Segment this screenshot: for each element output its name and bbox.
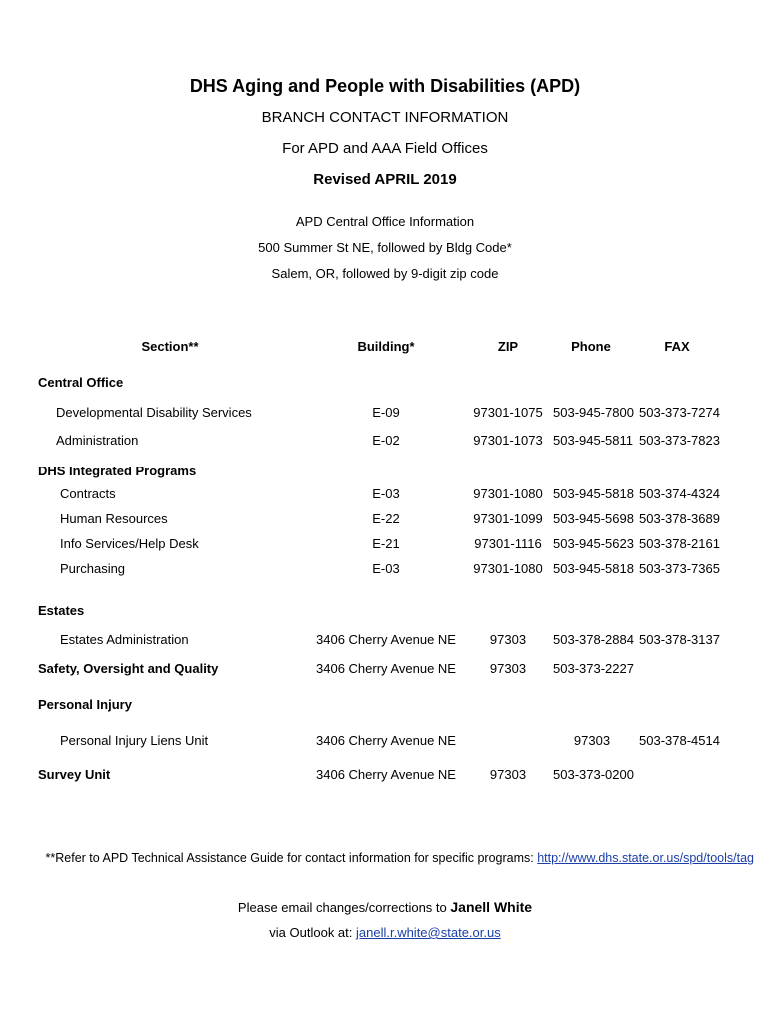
column-header-zip: ZIP [497,339,519,354]
row-building: 3406 Cherry Avenue NE [316,767,456,782]
row-building: 3406 Cherry Avenue NE [316,733,456,748]
row-phone: 97303 [573,733,611,748]
group-heading-integrated: DHS Integrated Programs [38,467,197,478]
contact-name: Janell White [450,899,533,915]
page-subtitle: BRANCH CONTACT INFORMATION [261,109,509,126]
row-phone: 503-945-5811 [553,433,633,448]
row-building: E-22 [372,511,400,526]
footer-via-text: via Outlook at: [269,925,356,940]
row-section: Estates Administration [60,632,189,647]
central-info-line: APD Central Office Information [295,214,475,229]
central-info-line: Salem, OR, followed by 9-digit zip code [271,266,499,281]
central-info-line: 500 Summer St NE, followed by Bldg Code* [258,240,512,255]
column-header-phone: Phone [571,339,611,354]
row-zip: 97303 [489,661,527,676]
row-phone: 503-945-5818 [553,486,634,501]
row-section: Personal Injury Liens Unit [60,733,209,748]
row-building: E-03 [372,561,400,576]
footer-refer-text: **Refer to APD Technical Assistance Guide for contact information for specific programs: [45,851,538,865]
row-zip: 97303 [489,767,527,782]
row-phone: 503-945-5698 [553,511,634,526]
column-header-fax: FAX [664,339,690,354]
row-building: E-02 [372,433,400,448]
footer-via-line [0,925,770,940]
row-phone: 503-945-5818 [553,561,634,576]
row-fax: 503-378-2161 [639,536,720,551]
page-title: DHS Aging and People with Disabilities (APD) [189,76,581,96]
row-section: Administration [56,433,139,448]
row-section: Info Services/Help Desk [60,536,199,551]
page-subtitle-2: For APD and AAA Field Offices [282,140,488,157]
row-building: 3406 Cherry Avenue NE [316,632,456,647]
email-link[interactable]: janell.r.white@state.or.us [356,925,501,940]
group-heading-personal-injury: Personal Injury [38,697,132,712]
row-zip: 97301-1080 [473,561,543,576]
row-zip: 97301-1075 [473,405,543,420]
row-zip: 97301-1073 [473,433,543,448]
row-fax: 503-378-4514 [639,733,720,748]
row-building: E-21 [372,536,400,551]
row-section: Survey Unit [38,767,111,782]
row-phone: 503-373-2227 [553,661,634,676]
column-header-building: Building* [357,339,415,354]
row-zip: 97301-1116 [474,536,542,551]
row-building: 3406 Cherry Avenue NE [316,661,456,676]
row-phone: 503-378-2884 [553,632,634,647]
row-fax: 503-374-4324 [639,486,720,501]
row-phone: 503-373-0200 [553,767,634,782]
footer-email-text: Please email changes/corrections to [237,900,451,915]
tag-link[interactable]: http://www.dhs.state.or.us/spd/tools/tag [537,851,754,865]
row-section: Contracts [60,486,116,501]
column-header-section: Section** [141,339,199,354]
row-section: Safety, Oversight and Quality [38,661,219,676]
row-fax: 503-378-3689 [639,511,720,526]
footer-refer-note [0,851,754,865]
revised-date: Revised APRIL 2019 [313,171,457,188]
row-zip: 97303 [489,632,527,647]
row-building: E-09 [372,405,400,420]
row-building: E-03 [372,486,400,501]
group-heading-estates: Estates [38,603,85,618]
group-heading-integrated-clip [38,467,196,479]
group-heading-central-office: Central Office [38,375,124,390]
row-phone: 503-945-7800 [553,405,634,420]
row-section: Developmental Disability Services [56,405,252,420]
row-fax: 503-373-7365 [639,561,720,576]
footer-email-line [0,899,770,915]
row-zip: 97301-1099 [473,511,543,526]
row-section: Human Resources [60,511,168,526]
row-phone: 503-945-5623 [553,536,634,551]
row-section: Purchasing [60,561,126,576]
row-fax: 503-373-7274 [639,405,720,420]
row-fax: 503-373-7823 [639,433,720,448]
row-zip: 97301-1080 [473,486,543,501]
row-fax: 503-378-3137 [639,632,720,647]
